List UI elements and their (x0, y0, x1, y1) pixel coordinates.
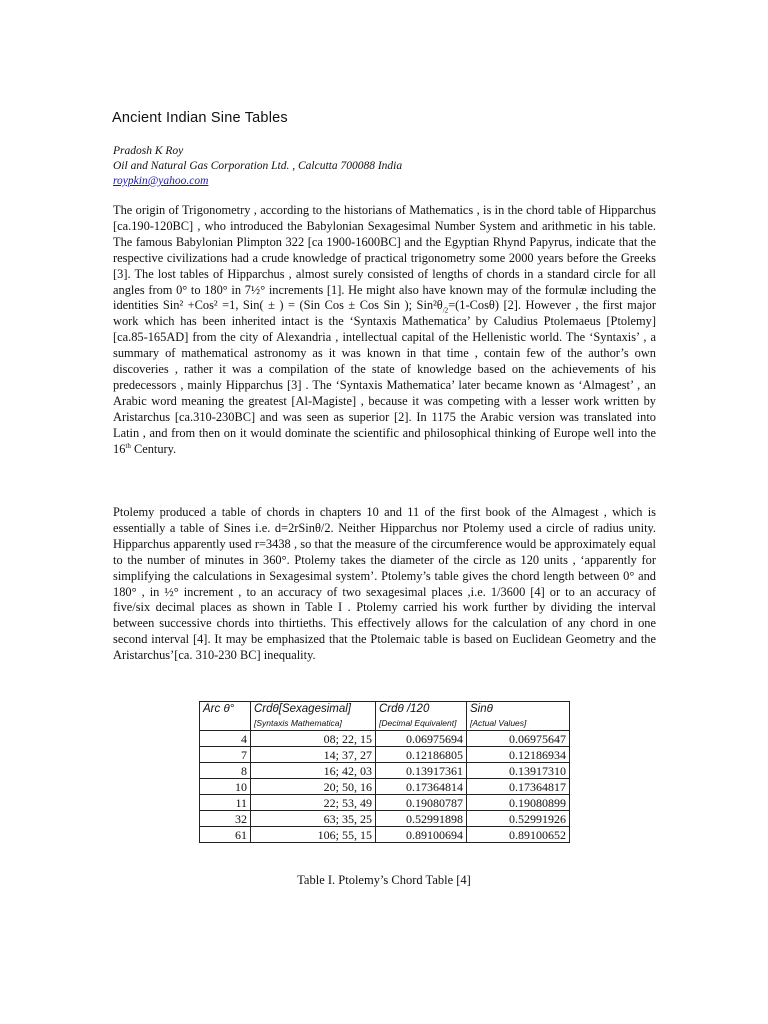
table-cell: 0.89100652 (467, 827, 570, 843)
author-email-link[interactable]: roypkin@yahoo.com (113, 175, 209, 187)
table-cell: 63; 35, 25 (251, 811, 376, 827)
table-cell: 0.52991898 (376, 811, 467, 827)
table-cell: 4 (200, 731, 251, 747)
table-cell: 0.12186934 (467, 747, 570, 763)
table-header-sine: Sinθ [Actual Values] (467, 702, 570, 731)
table-cell: 0.13917361 (376, 763, 467, 779)
table-header-row (200, 702, 570, 731)
ptolemy-paragraph: Ptolemy produced a table of chords in chapters 10 and 11 of the first book of the Almagest , which is essentially a table of Sines i.e. d=2rSinθ/2. Neither Hipparchus nor Ptolemy used a circle of radius unity. Hipparchus apparently used r=3438 , so that the measure of the circumference would be approximately equal to the number of minutes in 360°. Ptolemy takes the diameter of the circle as 120 units , ‘apparently for simplifying the calculations in Sexagesimal system’. Ptolemy’s table gives the chord length between 0° and 180° , in ½° increment , to an accuracy of two sexagesimal places ,i.e. 1/3600 [4] or to an accuracy of five/six decimal places as shown in Table I . Ptolemy carried his work further by dividing the interval between successive chords into thirtieths. This effectively allows for the calculation of any chord in one second interval [4]. It may be emphasized that the Ptolemaic table is based on Euclidean Geometry and the Aristarchus’[ca. 310-230 BC] inequality. (113, 505, 656, 663)
author-affiliation: Oil and Natural Gas Corporation Ltd. , Calcutta 700088 India (113, 160, 403, 172)
table-cell: 0.89100694 (376, 827, 467, 843)
table-cell: 61 (200, 827, 251, 843)
table-cell: 0.19080787 (376, 795, 467, 811)
table-cell: 0.17364817 (467, 779, 570, 795)
table-row (200, 811, 570, 827)
table-cell: 0.06975694 (376, 731, 467, 747)
table-cell: 0.12186805 (376, 747, 467, 763)
chord-table (199, 701, 570, 843)
table-row (200, 731, 570, 747)
author-name: Pradosh K Roy (113, 145, 184, 157)
paper-title: Ancient Indian Sine Tables (112, 110, 288, 126)
intro-paragraph-subscript: /2 (442, 306, 449, 315)
table-cell: 10 (200, 779, 251, 795)
table-header-arc: Arc θ° (200, 702, 251, 731)
table-row (200, 763, 570, 779)
intro-paragraph-text-c: Century. (130, 441, 177, 456)
intro-paragraph (113, 203, 656, 458)
intro-paragraph-superscript: th (125, 441, 131, 450)
table-row (200, 779, 570, 795)
table-caption: Table I. Ptolemy’s Chord Table [4] (297, 873, 471, 887)
table-row (200, 747, 570, 763)
table-cell: 32 (200, 811, 251, 827)
table-cell: 14; 37, 27 (251, 747, 376, 763)
table-cell: 11 (200, 795, 251, 811)
table-cell: 0.13917310 (467, 763, 570, 779)
table-cell: 0.19080899 (467, 795, 570, 811)
intro-paragraph-text-b: =(1-Cosθ) [2]. However , the first major work which has been inherited intact is the ‘Syntaxis Mathematica’ by Caludius Ptolemaeus [Ptolemy] [ca.85-165AD] from the city of Alexandria , intellectual capital of the Hellenistic world. The ‘Syntaxis’ , a summary of mathematical astronomy as it was known in that time , contain few of the author’s own discoveries , rather it was a compilation of the state of knowledge based on the achievements of his predecessors , mainly Hipparchus [3] . The ‘Syntaxis Mathematica’ later became known as ‘Almagest’ , an Arabic word meaning the greatest [Al-Magiste] , because it was competing with a lesser work written by Aristarchus [ca.310-230BC] and was seen as superior [2]. In 1175 the Arabic version was translated into Latin , and from then on it would dominate the scientific and philosophical thinking of Europe well into the 16 (113, 298, 656, 456)
table-row (200, 795, 570, 811)
author-block (113, 144, 673, 189)
table-cell: 0.17364814 (376, 779, 467, 795)
table-cell: 22; 53, 49 (251, 795, 376, 811)
table-cell: 0.06975647 (467, 731, 570, 747)
table-cell: 8 (200, 763, 251, 779)
table-cell: 16; 42, 03 (251, 763, 376, 779)
table-cell: 106; 55, 15 (251, 827, 376, 843)
table-cell: 7 (200, 747, 251, 763)
table-cell: 0.52991926 (467, 811, 570, 827)
table-header-decimal: Crdθ /120 [Decimal Equivalent] (376, 702, 467, 731)
table-row (200, 827, 570, 843)
table-cell: 20; 50, 16 (251, 779, 376, 795)
intro-paragraph-text-a: The origin of Trigonometry , according to the historians of Mathematics , is in the chord table of Hipparchus [ca.190-120BC] , who introduced the Babylonian Sexagesimal Number System and arithmetic in his table. The famous Babylonian Plimpton 322 [ca 1900-1600BC] and the Egyptian Rhynd Papyrus, indicate that the respective civilizations had a crude knowledge of practical trigonometry some 2000 years before the Greeks [3]. The lost tables of Hipparchus , almost surely consisted of lengths of chords in a standard circle for all angles from 0° to 180° in 7½° increments [1]. He might also have known may of the formulæ including the identities Sin² +Cos² =1, Sin( ± ) = (Sin Cos ± Cos Sin ); Sin²θ (113, 203, 656, 313)
table-cell: 08; 22, 15 (251, 731, 376, 747)
table-header-sexagesimal: Crdθ[Sexagesimal] [Syntaxis Mathematica] (251, 702, 376, 731)
